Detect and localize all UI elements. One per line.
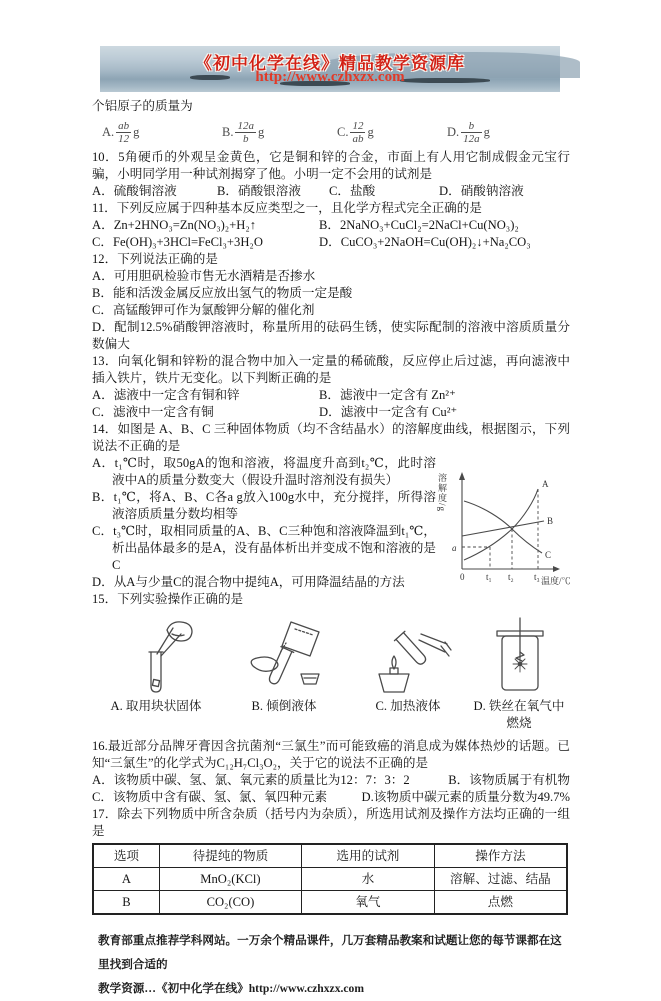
option-b: B．滤液中一定含有 Zn²⁺: [319, 388, 456, 402]
denominator: 12: [118, 133, 130, 145]
unit: g: [133, 125, 140, 139]
option-a: A．硫酸铜溶液: [92, 184, 177, 198]
option-c: [337, 120, 447, 145]
question16-options-cd: [92, 789, 570, 806]
banner-title: 《初中化学在线》精品教学资源库: [195, 54, 465, 73]
tick-t1: t₁: [486, 572, 492, 582]
fraction: [116, 120, 131, 145]
numerator: 12a: [237, 120, 254, 132]
fraction: [350, 120, 365, 145]
option-d: D．从A与少量C的混合物中提纯A，可用降温结晶的方法: [92, 575, 405, 589]
cell-substance: CO₂(CO): [159, 891, 301, 915]
heat-liquid-illustration: [363, 616, 453, 696]
numerator: 12: [352, 120, 364, 132]
caption-a: A. 取用块状固体: [110, 699, 202, 713]
fraction: [461, 120, 482, 145]
option-d: [447, 120, 547, 145]
option-b: B．t₁℃，将A、B、C各a g放入100g水中，充分搅拌，所得溶液溶质质量分数均相等: [92, 490, 436, 521]
question10-options: [92, 183, 570, 200]
unit: g: [483, 125, 490, 139]
question9-stem-tail: 个铝原子的质量为: [92, 99, 193, 113]
lab-operation-figures: [92, 616, 570, 696]
footer-line1: 教育部重点推荐学科网站。一万余个精品课件，几万套精品教案和试题让您的每节课都在这里找到合适的: [98, 934, 562, 971]
footer-line2: 教学资源…《初中化学在线》http://www.czhxzx.com: [98, 982, 364, 995]
tick-t3: t₃: [534, 572, 540, 582]
banner-url: http://www.czhxzx.com: [255, 69, 405, 85]
question13-stem: 13．向氧化铜和锌粉的混合物中加入一定量的稀硫酸，反应停止后过滤，再向滤液中插入铁片，铁片无变化。以下判断正确的是: [92, 354, 570, 385]
figure-iron-in-oxygen: [468, 616, 570, 696]
question16-stem: 16.最近部分品牌牙膏因含抗菌剂“三氯生”而可能致癌的消息成为媒体热炒的话题。已知“三氯生”的化学式为C₁₂H₇Cl₃O₂，关于它的说法不正确的是: [92, 739, 570, 770]
iron-wire-illustration: [482, 616, 556, 696]
numerator: b: [461, 120, 482, 133]
y-axis-arrow: [459, 472, 465, 480]
option-b: B．2NaNO₃+CuCl₂=2NaCl+Cu(NO₃)₂: [319, 218, 519, 232]
option-b: B．硝酸银溶液: [217, 184, 301, 198]
numerator: ab: [118, 120, 130, 132]
cell-reagent: 氧气: [302, 891, 435, 915]
fraction: [235, 120, 256, 145]
curve-A-label: A: [542, 479, 549, 489]
graph-y-axis-label: 溶解度/g: [437, 473, 447, 513]
option-label: B.: [222, 125, 234, 139]
option-c: C．Fe(OH)₃+3HCl=FeCl₃+3H₂O: [92, 235, 263, 249]
question13-options-ab: [92, 387, 570, 404]
question16-options-ab: [92, 772, 570, 789]
header-option: 选项: [93, 844, 159, 868]
option-d: D．硝酸钠溶液: [439, 184, 524, 198]
option-c: C．t₃℃时，取相同质量的A、B、C三种饱和溶液降温到t₁℃，析出晶体最多的是A，没有晶体析出并变成不饱和溶液的是C: [92, 524, 436, 572]
option-c: C．盐酸: [329, 184, 376, 198]
cell-option: A: [93, 868, 159, 891]
figure-captions: [92, 698, 570, 732]
watermark-banner: [100, 46, 560, 92]
caption-b: B. 倾倒液体: [251, 699, 317, 713]
option-d: D．CuCO₃+2NaOH=Cu(OH)₂↓+Na₂CO₃: [319, 235, 531, 249]
cell-reagent: 水: [302, 868, 435, 891]
question11-stem: 11．下列反应属于四种基本反应类型之一，且化学方程式完全正确的是: [92, 201, 482, 215]
option-label: D.: [447, 125, 460, 139]
cell-method: 溶解、过滤、结晶: [434, 868, 567, 891]
option-a: A．该物质中碳、氢、氯、氧元素的质量比为12：7：3：2: [92, 773, 410, 787]
origin-label: 0: [460, 572, 465, 582]
cell-method: 点燃: [434, 891, 567, 915]
option-c: C．该物质中含有碳、氢、氯、氧四种元素: [92, 790, 328, 804]
question9-options: [102, 120, 570, 145]
question11-options-ab: [92, 217, 570, 234]
page-content: [92, 46, 570, 1001]
graph-canvas: [448, 465, 570, 589]
pour-liquid-illustration: [239, 616, 329, 696]
curve-B-label: B: [547, 516, 554, 526]
header-reagent: 选用的试剂: [302, 844, 435, 868]
curve-B: [462, 521, 544, 536]
a-label: a: [452, 543, 457, 553]
site-footer: [92, 929, 568, 1001]
denominator: 12a: [463, 133, 480, 145]
unit: g: [257, 125, 265, 139]
question13-options-cd: [92, 404, 570, 421]
option-a: A．可用胆矾检验市售无水酒精是否掺水: [92, 269, 316, 283]
question14-options: [92, 455, 436, 591]
option-b: B．该物质属于有机物: [448, 773, 570, 787]
cell-substance: MnO₂(KCl): [159, 868, 301, 891]
question17-stem: 17．除去下列物质中所含杂质（括号内为杂质），所选用试剂及操作方法均正确的一组是: [92, 807, 570, 838]
cell-option: B: [93, 891, 159, 915]
option-a: [102, 120, 222, 145]
table-row: [93, 868, 567, 891]
option-c: C．滤液中一定含有铜: [92, 405, 214, 419]
question12-stem: 12．下列说法正确的是: [92, 252, 218, 266]
question15-stem: 15．下列实验操作正确的是: [92, 592, 244, 606]
option-a: A．Zn+2HNO₃=Zn(NO₃)₂+H₂↑: [92, 218, 257, 232]
option-b: B．能和活泼金属反应放出氢气的物质一定是酸: [92, 286, 353, 300]
caption-c: C. 加热液体: [375, 699, 441, 713]
question14-stem: 14．如图是 A、B、C 三种固体物质（均不含结晶水）的溶解度曲线，根据图示，下列说法不正确的是: [92, 422, 570, 453]
curve-C-label: C: [545, 550, 552, 560]
caption-d: D. 铁丝在氧气中燃烧: [473, 699, 565, 730]
figure-heat-liquid: [348, 616, 468, 696]
header-substance: 待提纯的物质: [159, 844, 301, 868]
tick-t2: t₂: [508, 572, 514, 582]
question10-stem: 10．5角硬币的外观呈金黄色，它是铜和锌的合金，市面上有人用它制成假金元宝行骗，小明同学用一种试剂揭穿了他。小明一定不会用的试剂是: [92, 150, 570, 181]
option-a: A．t₁℃时，取50gA的饱和溶液，将温度升高到t₂℃，此时溶液中A的质量分数变大（假设升温时溶剂没有损失）: [92, 456, 436, 487]
take-solid-illustration: [111, 616, 201, 696]
purification-table: [92, 843, 568, 915]
figure-pour-liquid: [220, 616, 348, 696]
header-method: 操作方法: [434, 844, 567, 868]
option-d: D．滤液中一定含有 Cu²⁺: [319, 405, 458, 419]
question14-body: [92, 455, 570, 591]
x-axis-arrow: [553, 566, 560, 572]
denominator: b: [242, 133, 249, 145]
option-b: [222, 120, 337, 145]
option-label: C.: [337, 125, 349, 139]
curve-C: [464, 501, 542, 553]
table-header-row: [93, 844, 567, 868]
option-c: C．高锰酸钾可作为氯酸钾分解的催化剂: [92, 303, 315, 317]
denominator: ab: [352, 133, 364, 145]
option-d: D.该物质中碳元素的质量分数为49.7%: [361, 790, 570, 804]
figure-take-solid: [92, 616, 220, 696]
option-d: D．配制12.5%硝酸钾溶液时，称量所用的砝码生锈，使实际配制的溶液中溶质质量分数偏大: [92, 320, 570, 351]
unit: g: [367, 125, 374, 139]
question11-options-cd: [92, 234, 570, 251]
option-label: A.: [102, 125, 115, 139]
solubility-curve-graph: [436, 465, 570, 591]
table-row: [93, 891, 567, 915]
option-a: A．滤液中一定含有铜和锌: [92, 388, 240, 402]
x-axis-label: 温度/℃: [541, 576, 571, 586]
